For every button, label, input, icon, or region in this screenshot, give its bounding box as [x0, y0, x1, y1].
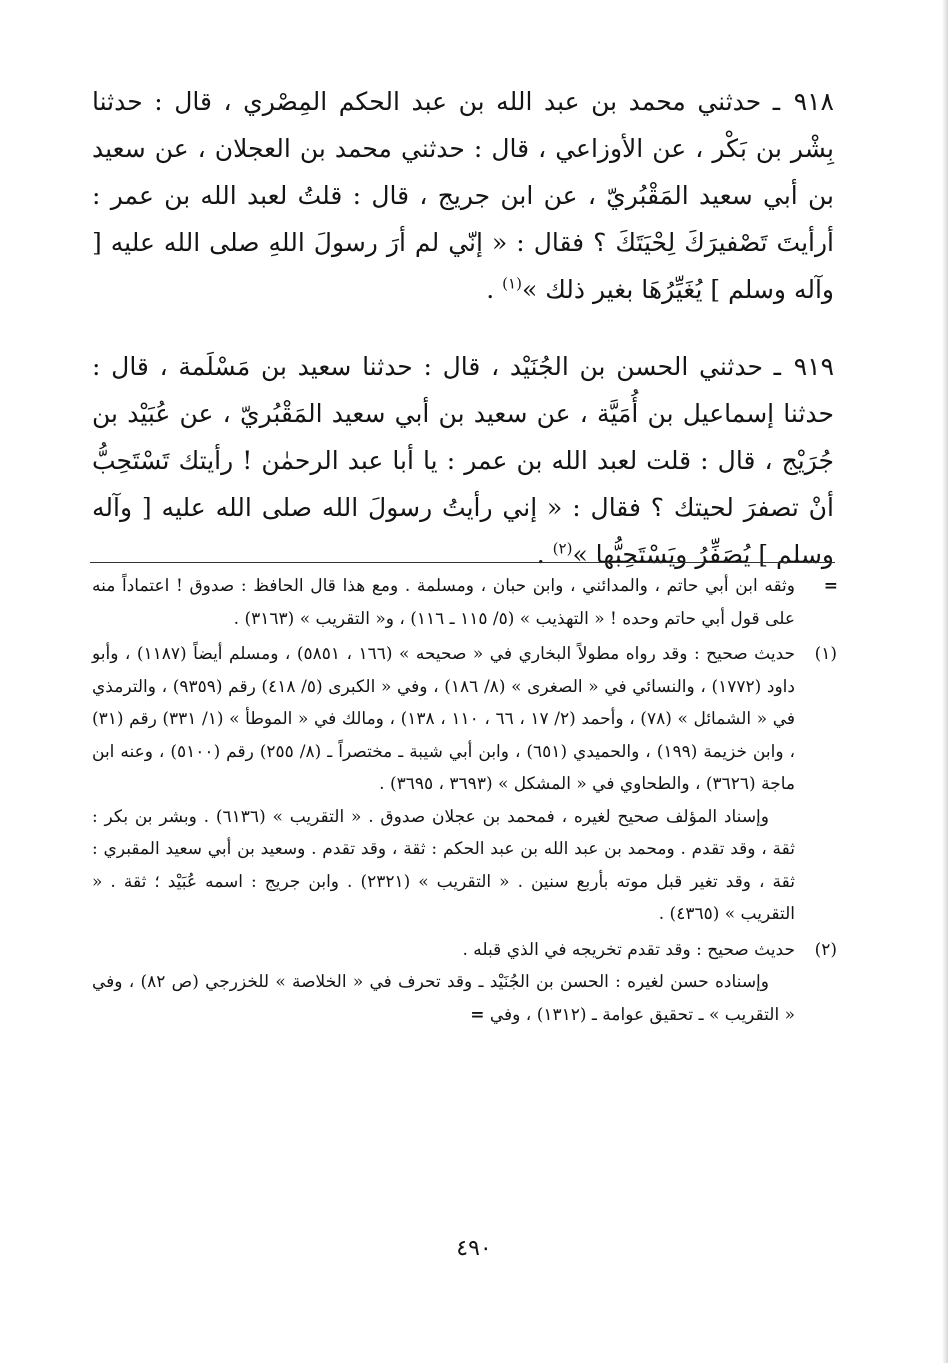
footnote-ref: (١) — [502, 274, 522, 293]
footnote-text: حديث صحيح : وقد تقدم تخريجه في الذي قبله . — [462, 939, 795, 960]
continuation-marker: = — [470, 1004, 485, 1025]
continuation-marker: = — [823, 576, 837, 596]
footnotes — [92, 570, 837, 1034]
hadith-end: . — [486, 275, 503, 304]
footnote-text: وإسناد المؤلف صحيح لغيره ، فمحمد بن عجلان صدوق . « التقريب » (٦١٣٦) . وبشر بن بكر : ثقة ، وقد تقدم . ومحمد بن عبد الله بن عبد الحكم : ثقة ، وقد تقدم . وسعيد بن أبي سعيد المقبري : ثقة ، وقد تغير قبل موته بأربع سنين . « التقريب » (٢٣٢١) . وابن جريج : اسمه عُبَيْد ؛ ثقة . « التقريب » (٤٣٦٥) . — [92, 806, 795, 924]
hadith-number: ٩١٨ — [793, 87, 834, 116]
footnote-2 — [92, 934, 837, 1032]
hadith-text: ـ حدثني محمد بن عبد الله بن عبد الحكم المِصْري ، قال : حدثنا بِشْر بن بَكْر ، عن الأوزاعي ، قال : حدثني محمد بن العجلان ، عن سعيد بن أبي سعيد المَقْبُريّ ، عن ابن جريج ، قال : قلتُ لعبد الله بن عمر : أرأيتَ تَصْفيرَكَ لِحْيَتَكَ ؟ فقال : « إنّي لم أرَ رسولَ اللهِ صلى الله عليه [ وآله وسلم ] يُغَيِّرُهَا بغير ذلك » — [92, 87, 834, 304]
footnote-text-part: وإسناده حسن لغيره : الحسن بن الجُنَيْد ـ وقد تحرف في « الخلاصة » للخزرجي (ص ٨٢) ، وفي « التقريب » ـ تحقيق عوامة ـ (١٣١٢) ، وفي — [92, 972, 795, 1025]
footnote-text — [92, 966, 795, 1031]
footnote-text: حديث صحيح : وقد رواه مطولاً البخاري في « صحيحه » (١٦٦ ، ٥٨٥١) ، ومسلم أيضاً (١١٨٧) ، وأبو داود (١٧٧٢) ، والنسائي في « الصغرى » (٨/ ١٨٦) ، وفي « الكبرى (٥/ ٤١٨) رقم (٩٣٥٩) ، والترمذي في « الشمائل » (٧٨) ، وأحمد (٢/ ١٧ ، ٦٦ ، ١١٠ ، ١٣٨) ، ومالك في « الموطأ » (١/ ٣٣١) رقم (٣١) ، وابن خزيمة (١٩٩) ، والحميدي (٦٥١) ، وابن أبي شيبة ـ مختصراً ـ (٨/ ٢٥٥) رقم (٥١٠٠) ، وعنه ابن ماجة (٣٦٢٦) ، والطحاوي في « المشكل » (٣٦٩٣ ، ٣٦٩٥) . — [92, 644, 796, 794]
hadith-text: ـ حدثني الحسن بن الجُنَيْد ، قال : حدثنا سعيد بن مَسْلَمة ، قال : حدثنا إسماعيل بن أُمَيَّة ، عن سعيد بن أبي سعيد المَقْبُريّ ، عن عُبَيْد بن جُرَيْج ، قال : قلت لعبد الله بن عمر : يا أبا عبد الرحمٰن ! رأيتك تَسْتَحِبُّ أنْ تصفرَ لحيتك ؟ فقال : « إني رأيتُ رسولَ الله صلى الله عليه [ وآله وسلم ] يُصَفِّرُ ويَسْتَحِبُّها » — [92, 352, 834, 569]
page-number: ٤٩٠ — [456, 1236, 492, 1261]
footnote-marker: (١) — [814, 644, 837, 664]
hadith-end: . — [536, 540, 553, 569]
main-text — [92, 78, 834, 578]
hadith-number: ٩١٩ — [793, 352, 835, 381]
footnote-text: وثقه ابن أبي حاتم ، والمدائني ، وابن حبان ، ومسلمة . ومع هذا قال الحافظ : صدوق ! اعتماداً منه على قول أبي حاتم وحده ! « التهذيب » (٥/ ١١٥ ـ ١١٦) ، و« التقريب » (٣١٦٣) . — [92, 576, 795, 629]
hadith-919 — [92, 343, 834, 578]
footnote-divider — [90, 562, 835, 563]
scan-edge — [942, 0, 948, 1363]
footnote-marker: (٢) — [814, 939, 837, 960]
hadith-918 — [92, 78, 834, 313]
footnote-ref: (٢) — [552, 539, 573, 558]
footnote-1 — [92, 638, 837, 931]
footnote-continuation — [92, 570, 837, 635]
